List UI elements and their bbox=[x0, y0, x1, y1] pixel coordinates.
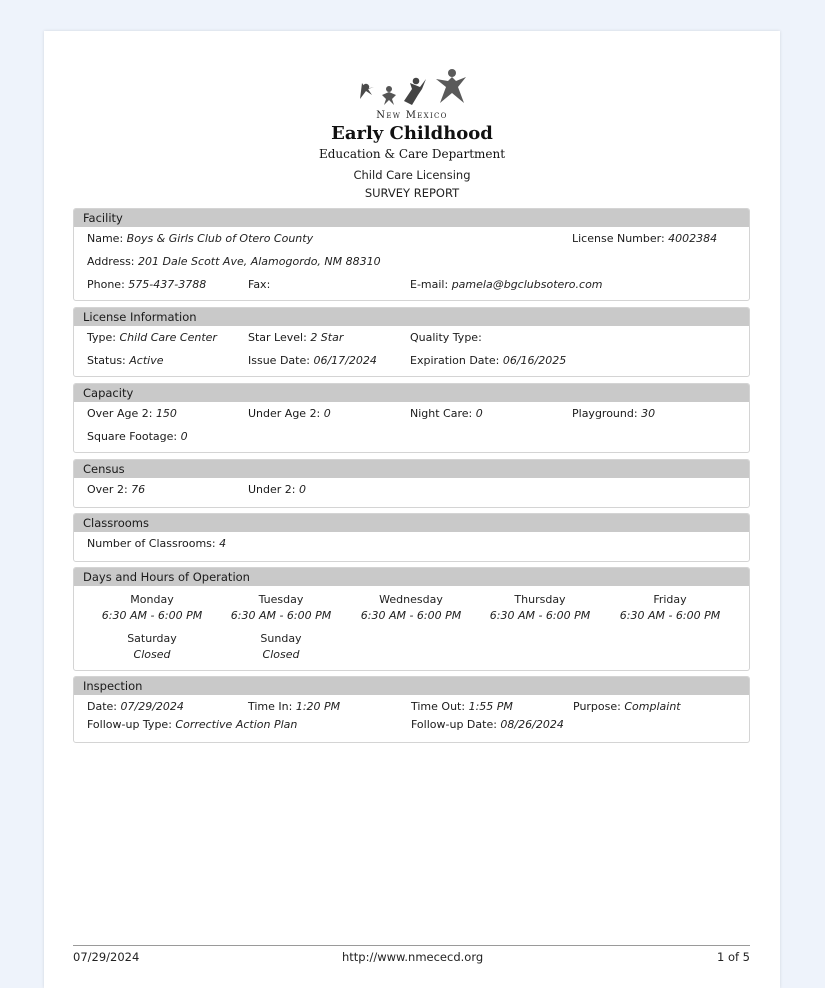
time-out-value: 1:55 PM bbox=[468, 700, 513, 713]
field-label: Follow-up Type: bbox=[87, 718, 172, 731]
field-label: Over 2: bbox=[87, 483, 128, 496]
report-title: SURVEY REPORT bbox=[364, 186, 460, 200]
square-footage-field bbox=[87, 430, 188, 443]
footer-url[interactable]: http://www.nmececd.org bbox=[342, 950, 484, 964]
hours-of-operation-section bbox=[73, 567, 750, 671]
section-heading: Inspection bbox=[74, 677, 749, 695]
field-label: Address: bbox=[87, 255, 135, 268]
capacity-over-age-2-field bbox=[87, 407, 177, 420]
day-name: Saturday bbox=[127, 632, 177, 645]
day-hours: Closed bbox=[133, 648, 171, 661]
section-heading: Classrooms bbox=[74, 514, 749, 532]
day-name: Sunday bbox=[260, 632, 302, 645]
census-over-2-value: 76 bbox=[131, 483, 146, 496]
section-heading: License Information bbox=[74, 308, 749, 326]
star-level-value: 2 Star bbox=[310, 331, 344, 344]
address-value: 201 Dale Scott Ave, Alamogordo, NM 88310 bbox=[138, 255, 381, 268]
day-sunday bbox=[221, 632, 341, 661]
day-hours: 6:30 AM - 6:00 PM bbox=[230, 609, 332, 622]
status-field bbox=[87, 354, 164, 367]
agency-name-sub: Education & Care Department bbox=[318, 147, 506, 161]
program-name: Child Care Licensing bbox=[353, 168, 471, 182]
followup-date-field bbox=[411, 718, 564, 731]
facility-name-value: Boys & Girls Club of Otero County bbox=[126, 232, 314, 245]
field-label: E-mail: bbox=[410, 278, 449, 291]
footer-date: 07/29/2024 bbox=[73, 950, 140, 964]
field-label: Time In: bbox=[248, 700, 293, 713]
night-care-value: 0 bbox=[475, 407, 483, 420]
quality-type-field bbox=[410, 331, 482, 344]
license-information-section bbox=[73, 307, 750, 377]
classroom-count-field bbox=[87, 537, 226, 550]
facility-name-field bbox=[87, 232, 313, 245]
time-in-field bbox=[248, 700, 340, 713]
field-label: License Number: bbox=[572, 232, 665, 245]
license-number-value: 4002384 bbox=[668, 232, 718, 245]
license-type-value: Child Care Center bbox=[119, 331, 217, 344]
agency-name-main: Early Childhood bbox=[331, 123, 493, 144]
field-label: Issue Date: bbox=[248, 354, 310, 367]
square-footage-value: 0 bbox=[180, 430, 188, 443]
day-wednesday bbox=[351, 593, 471, 622]
fax-field bbox=[248, 278, 270, 291]
document-page bbox=[44, 31, 780, 988]
classroom-count-value: 4 bbox=[219, 537, 227, 550]
section-heading: Capacity bbox=[74, 384, 749, 402]
followup-date-value: 08/26/2024 bbox=[500, 718, 564, 731]
census-under-2-value: 0 bbox=[299, 483, 306, 496]
day-saturday bbox=[92, 632, 212, 661]
day-hours: 6:30 AM - 6:00 PM bbox=[101, 609, 203, 622]
capacity-under-age-2-field bbox=[248, 407, 331, 420]
day-monday bbox=[92, 593, 212, 622]
day-hours: 6:30 AM - 6:00 PM bbox=[489, 609, 591, 622]
field-label: Name: bbox=[87, 232, 124, 245]
field-label: Date: bbox=[87, 700, 117, 713]
followup-type-value: Corrective Action Plan bbox=[175, 718, 298, 731]
field-label: Playground: bbox=[572, 407, 638, 420]
census-section bbox=[73, 459, 750, 508]
email-value: pamela@bgclubsotero.com bbox=[451, 278, 603, 291]
night-care-field bbox=[410, 407, 483, 420]
purpose-field bbox=[573, 700, 681, 713]
field-label: Status: bbox=[87, 354, 126, 367]
field-label: Under Age 2: bbox=[248, 407, 321, 420]
email-field bbox=[410, 278, 603, 291]
license-type-field bbox=[87, 331, 217, 344]
issue-date-field bbox=[248, 354, 377, 367]
day-name: Wednesday bbox=[379, 593, 443, 606]
section-heading: Census bbox=[74, 460, 749, 478]
issue-date-value: 06/17/2024 bbox=[313, 354, 377, 367]
playground-field bbox=[572, 407, 655, 420]
day-tuesday bbox=[221, 593, 341, 622]
capacity-section bbox=[73, 383, 750, 453]
day-thursday bbox=[480, 593, 600, 622]
facility-section bbox=[73, 208, 750, 301]
inspection-date-value: 07/29/2024 bbox=[120, 700, 184, 713]
capacity-over-age-2-value: 150 bbox=[155, 407, 177, 420]
day-name: Friday bbox=[653, 593, 687, 606]
agency-logo-figures-icon bbox=[352, 65, 472, 109]
field-label: Night Care: bbox=[410, 407, 473, 420]
day-hours: 6:30 AM - 6:00 PM bbox=[360, 609, 462, 622]
agency-name-top: New Mexico bbox=[376, 110, 448, 121]
star-level-field bbox=[248, 331, 343, 344]
expiration-date-value: 06/16/2025 bbox=[502, 354, 567, 367]
census-under-2-field bbox=[248, 483, 306, 496]
field-label: Under 2: bbox=[248, 483, 296, 496]
field-label: Square Footage: bbox=[87, 430, 178, 443]
day-name: Tuesday bbox=[258, 593, 304, 606]
census-over-2-field bbox=[87, 483, 145, 496]
classrooms-section bbox=[73, 513, 750, 562]
license-number-field bbox=[572, 232, 717, 245]
field-label: Expiration Date: bbox=[410, 354, 500, 367]
day-hours: Closed bbox=[262, 648, 300, 661]
field-label: Type: bbox=[87, 331, 116, 344]
purpose-value: Complaint bbox=[624, 700, 681, 713]
field-label: Star Level: bbox=[248, 331, 307, 344]
day-name: Thursday bbox=[514, 593, 566, 606]
phone-field bbox=[87, 278, 206, 291]
time-out-field bbox=[411, 700, 513, 713]
section-heading: Days and Hours of Operation bbox=[74, 568, 749, 586]
followup-type-field bbox=[87, 718, 297, 731]
inspection-date-field bbox=[87, 700, 184, 713]
footer-divider bbox=[73, 945, 750, 946]
footer-page-number: 1 of 5 bbox=[716, 950, 750, 964]
field-label: Over Age 2: bbox=[87, 407, 153, 420]
field-label: Phone: bbox=[87, 278, 125, 291]
field-label: Purpose: bbox=[573, 700, 621, 713]
day-friday bbox=[610, 593, 730, 622]
day-hours: 6:30 AM - 6:00 PM bbox=[619, 609, 721, 622]
inspection-section bbox=[73, 676, 750, 743]
expiration-date-field bbox=[410, 354, 566, 367]
phone-value: 575-437-3788 bbox=[128, 278, 207, 291]
field-label: Number of Classrooms: bbox=[87, 537, 216, 550]
playground-value: 30 bbox=[641, 407, 656, 420]
capacity-under-age-2-value: 0 bbox=[323, 407, 331, 420]
time-in-value: 1:20 PM bbox=[295, 700, 341, 713]
field-label: Time Out: bbox=[411, 700, 466, 713]
section-heading: Facility bbox=[74, 209, 749, 227]
field-label: Quality Type: bbox=[410, 331, 482, 344]
day-name: Monday bbox=[130, 593, 174, 606]
field-label: Follow-up Date: bbox=[411, 718, 497, 731]
address-field bbox=[87, 255, 381, 268]
status-value: Active bbox=[129, 354, 164, 367]
field-label: Fax: bbox=[248, 278, 271, 291]
